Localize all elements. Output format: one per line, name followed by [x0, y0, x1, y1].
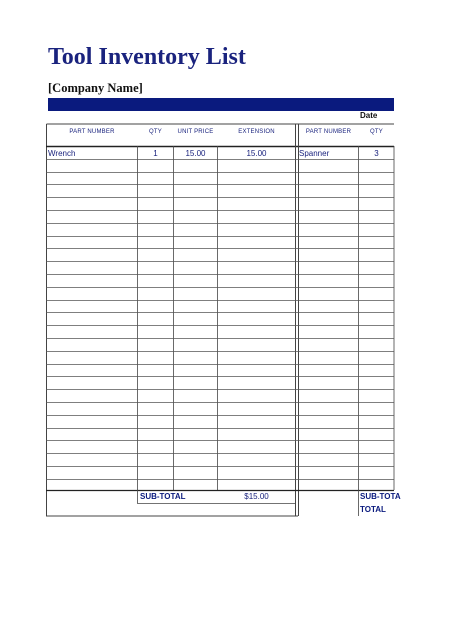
cell-unit-price[interactable]: 15.00	[185, 149, 206, 158]
header-part-number: PART NUMBER	[69, 129, 115, 135]
cell-part-number-2[interactable]: Spanner	[299, 149, 330, 158]
cell-qty[interactable]: 1	[153, 149, 158, 158]
header-unit-price: UNIT PRICE	[177, 129, 214, 135]
page-title: Tool Inventory List	[48, 44, 246, 70]
date-label: Date	[360, 111, 378, 120]
header-qty: QTY	[149, 129, 162, 135]
company-name: [Company Name]	[48, 81, 143, 95]
cell-qty-2[interactable]: 3	[374, 149, 379, 158]
header-qty-2: QTY	[370, 129, 383, 135]
header-part-number-2: PART NUMBER	[305, 129, 352, 135]
cell-part-number[interactable]: Wrench	[48, 149, 76, 158]
cell-extension[interactable]: 15.00	[246, 149, 267, 158]
subtotal-label-right: SUB-TOTA	[360, 492, 401, 501]
subtotal-value: $15.00	[244, 492, 269, 501]
total-label-right: TOTAL	[360, 505, 386, 514]
subtotal-label: SUB-TOTAL	[140, 492, 186, 501]
header-extension: EXTENSION	[238, 129, 275, 135]
